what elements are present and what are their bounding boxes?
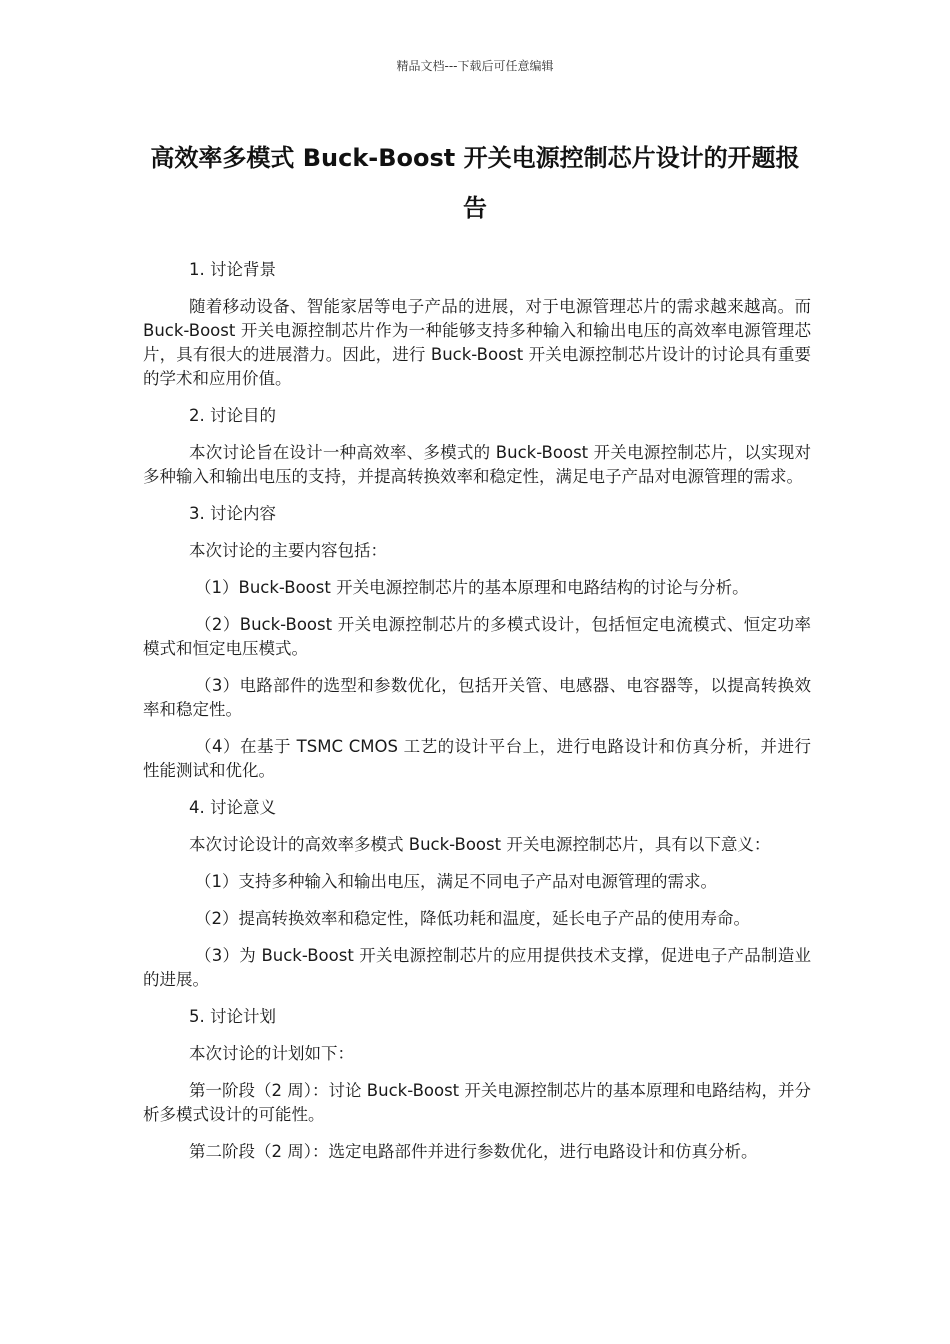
paragraph-background: 随着移动设备、智能家居等电子产品的进展，对于电源管理芯片的需求越来越高。而 Buck-Boost 开关电源控制芯片作为一种能够支持多种输入和输出电压的高效率电源管理芯片，具有很大的进展潜力。因此，进行 Buck-Boost 开关电源控制芯片设计的讨论具有重要的学术和应用价值。 [143,297,811,388]
paragraph-significance-intro: 本次讨论设计的高效率多模式 Buck-Boost 开关电源控制芯片，具有以下意义： [189,835,771,854]
list-item: 第二阶段（2 周）：选定电路部件并进行参数优化，进行电路设计和仿真分析。 [189,1142,758,1161]
section-heading-content: 3. 讨论内容 [189,504,276,523]
section-heading-plan: 5. 讨论计划 [189,1007,276,1026]
document-body [143,258,811,1177]
paragraph-content-intro: 本次讨论的主要内容包括： [189,541,387,560]
list-item: （4）在基于 TSMC CMOS 工艺的设计平台上，进行电路设计和仿真分析，并进行性能测试和优化。 [143,737,811,780]
section-heading-significance: 4. 讨论意义 [189,798,276,817]
list-item: 第一阶段（2 周）：讨论 Buck-Boost 开关电源控制芯片的基本原理和电路结构，并分析多模式设计的可能性。 [143,1081,811,1124]
header-note: 精品文档---下载后可任意编辑 [396,59,554,73]
paragraph-purpose: 本次讨论旨在设计一种高效率、多模式的 Buck-Boost 开关电源控制芯片，以实现对多种输入和输出电压的支持，并提高转换效率和稳定性，满足电子产品对电源管理的需求。 [143,443,811,486]
list-item: （2）Buck-Boost 开关电源控制芯片的多模式设计，包括恒定电流模式、恒定功率模式和恒定电压模式。 [143,615,811,658]
list-item: （1）支持多种输入和输出电压，满足不同电子产品对电源管理的需求。 [195,872,717,891]
list-item: （3）为 Buck-Boost 开关电源控制芯片的应用提供技术支撑，促进电子产品制造业的进展。 [143,946,811,989]
document-title: 高效率多模式 Buck-Boost 开关电源控制芯片设计的开题报告 [150,144,800,222]
list-item: （2）提高转换效率和稳定性，降低功耗和温度，延长电子产品的使用寿命。 [195,909,750,928]
list-item: （1）Buck-Boost 开关电源控制芯片的基本原理和电路结构的讨论与分析。 [195,578,749,597]
section-heading-purpose: 2. 讨论目的 [189,406,276,425]
paragraph-plan-intro: 本次讨论的计划如下： [189,1044,354,1063]
list-item: （3）电路部件的选型和参数优化，包括开关管、电感器、电容器等，以提高转换效率和稳定性。 [143,676,811,719]
section-heading-background: 1. 讨论背景 [189,260,276,279]
